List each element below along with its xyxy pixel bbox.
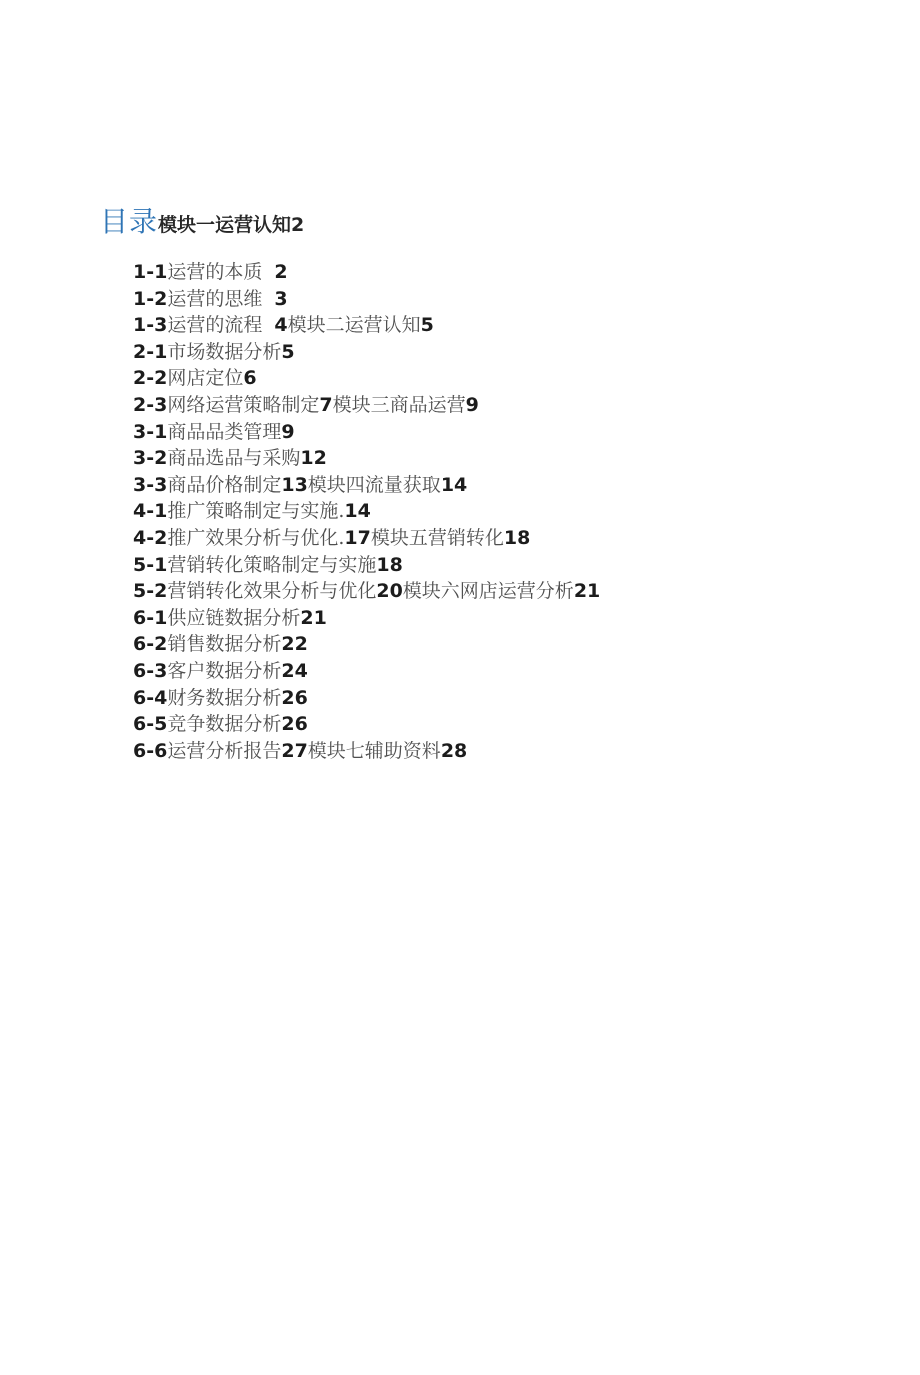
toc-item-number: 9 (281, 420, 295, 443)
toc-item-number: 1-3 (133, 314, 168, 337)
toc-item-number: 26 (281, 713, 308, 736)
toc-item-number: 20 (376, 580, 403, 603)
toc-item-number: 27 (281, 739, 308, 762)
toc-item-number: 13 (281, 473, 308, 496)
toc-item-text: 商品价格制定 (167, 473, 282, 496)
toc-item-text: 客户数据分析 (167, 659, 282, 682)
toc-item (133, 339, 600, 366)
toc-item-number: 21 (300, 606, 327, 629)
toc-item-number: 28 (440, 739, 468, 762)
toc-item-number: 3-3 (133, 473, 168, 496)
toc-item (133, 578, 600, 605)
toc-item (133, 392, 600, 419)
toc-item-text: 营销转化效果分析与优化 (167, 580, 377, 603)
toc-item-text: 运营的流程 (167, 314, 275, 337)
toc-item-text: 模块四流量获取 (307, 473, 441, 496)
toc-item-number: 6-4 (133, 686, 168, 709)
toc-item-number: 6-3 (133, 659, 168, 682)
toc-item-number: 12 (300, 447, 327, 470)
toc-item (133, 685, 600, 712)
toc-item (133, 419, 600, 446)
toc-item-text: 财务数据分析 (167, 686, 282, 709)
toc-item-number: 7 (319, 393, 333, 416)
heading-inline-entry-text: 模块一运营认知 (158, 214, 292, 236)
toc-item-text: 运营分析报告 (167, 739, 282, 762)
toc-item-text: 销售数据分析 (167, 633, 282, 656)
heading-inline-entry (158, 214, 304, 236)
toc-item-text: 模块七辅助资料 (307, 739, 441, 762)
toc-item-text: 供应链数据分析 (167, 606, 301, 629)
toc-title: 目录 (100, 205, 159, 238)
toc-item-text: 网店定位 (167, 367, 244, 390)
toc-item-number: 2-2 (133, 367, 168, 390)
toc-item-number: 2 (274, 261, 288, 283)
toc-item (133, 738, 600, 765)
toc-item-text: 模块五营销转化 (370, 526, 504, 549)
toc-item-number: 3-2 (133, 447, 168, 470)
toc-item (133, 711, 600, 738)
toc-heading (100, 203, 600, 242)
toc-item-number: 6-2 (133, 633, 168, 656)
toc-item-text: 模块六网店运营分析 (402, 580, 574, 603)
toc-item-number: 6-6 (133, 739, 168, 762)
toc-item-text: 模块三商品运营 (332, 393, 466, 416)
toc-item-number: 18 (503, 526, 531, 549)
toc-item (133, 525, 600, 552)
toc-item (133, 286, 600, 313)
toc-item (133, 605, 600, 632)
toc-item-text: 商品品类管理 (167, 420, 282, 443)
toc-item-number: 17 (344, 526, 371, 549)
toc-item-text: 网络运营策略制定 (167, 393, 320, 416)
toc-item-number: 21 (573, 580, 601, 603)
toc-item-number: 24 (281, 659, 308, 682)
toc-item-number: 18 (376, 553, 403, 576)
toc-item-text: 营销转化策略制定与实施 (167, 553, 377, 576)
toc-item-number: 9 (465, 393, 479, 416)
toc-item-number: 5 (281, 340, 295, 363)
toc-item-number: 4 (274, 314, 288, 337)
toc-item-text: 运营的本质 (167, 261, 275, 283)
toc-item-number: 3-1 (133, 420, 168, 443)
toc-item (133, 658, 600, 685)
toc-item (133, 552, 600, 579)
toc-section (100, 203, 600, 764)
toc-item-text: 运营的思维 (167, 287, 275, 310)
toc-item-number: 2-1 (133, 340, 168, 363)
toc-item-number: 5-2 (133, 580, 168, 603)
heading-inline-entry-page: 2 (291, 214, 305, 236)
toc-item-number: 2-3 (133, 393, 168, 416)
toc-item (133, 498, 600, 525)
toc-item (133, 259, 600, 286)
toc-item-number: 6 (243, 367, 257, 390)
toc-item-text: 市场数据分析 (167, 340, 282, 363)
toc-item-number: 1-1 (133, 261, 168, 283)
toc-item-number: 4-2 (133, 526, 168, 549)
toc-item (133, 312, 600, 339)
toc-item-number: 14 (344, 500, 371, 523)
toc-item-number: 5 (420, 314, 434, 337)
toc-item (133, 365, 600, 392)
toc-item (133, 445, 600, 472)
toc-item-number: 14 (440, 473, 468, 496)
toc-item-number: 3 (274, 287, 288, 310)
toc-list (133, 259, 600, 764)
toc-item-number: 6-5 (133, 713, 168, 736)
toc-item-number: 4-1 (133, 500, 168, 523)
toc-item (133, 472, 600, 499)
toc-item-number: 6-1 (133, 606, 168, 629)
toc-item (133, 631, 600, 658)
toc-item-text: 模块二运营认知 (287, 314, 421, 337)
toc-item-text: 推广效果分析与优化. (167, 526, 345, 549)
toc-item-text: 推广策略制定与实施. (167, 500, 345, 523)
toc-item-text: 商品选品与采购 (167, 447, 301, 470)
toc-item-number: 22 (281, 633, 308, 656)
toc-item-number: 1-2 (133, 287, 168, 310)
toc-item-number: 5-1 (133, 553, 168, 576)
toc-item-number: 26 (281, 686, 308, 709)
toc-item-text: 竞争数据分析 (167, 713, 282, 736)
